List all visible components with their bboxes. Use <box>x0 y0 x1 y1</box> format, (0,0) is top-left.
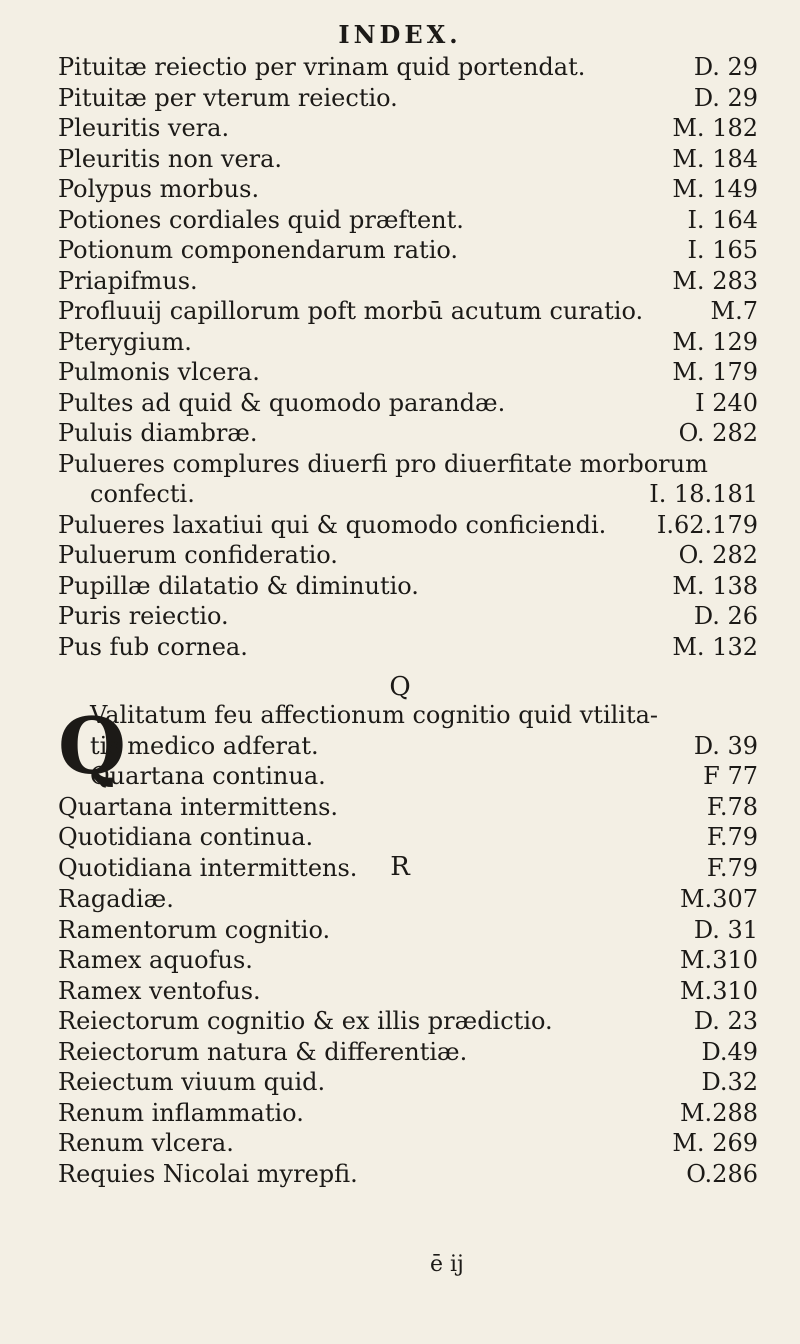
entry-term: Pulueres laxatiui qui & quomodo conficiendi. <box>58 510 607 539</box>
entry-term: Quotidiana continua. <box>58 823 314 851</box>
entry-reference: M. 129 <box>672 327 758 356</box>
index-entry <box>58 235 758 266</box>
index-entry <box>58 83 758 114</box>
index-entry <box>58 1006 758 1037</box>
entry-term: Renum vlcera. <box>58 1129 234 1157</box>
entry-term: Ramex ventofus. <box>58 976 261 1005</box>
index-entry <box>58 884 758 915</box>
index-entry <box>58 266 758 297</box>
index-entry <box>58 479 758 510</box>
index-entry <box>58 540 758 571</box>
entry-reference: I. 18.181 <box>649 480 758 508</box>
entry-reference: D. 31 <box>693 915 758 944</box>
entry-reference: M.7 <box>710 297 758 325</box>
entry-reference: O. 282 <box>678 419 758 447</box>
entry-term: Pulmonis vlcera. <box>58 358 260 386</box>
entry-term: Ragadiæ. <box>58 885 174 913</box>
entry-term: Renum inflammatio. <box>58 1098 304 1127</box>
entry-term: Ramentorum cognitio. <box>58 915 331 944</box>
index-entry <box>58 792 758 823</box>
entry-reference: M. 184 <box>672 144 758 173</box>
signature-mark: ē ij <box>430 1252 464 1277</box>
index-entry <box>58 601 758 632</box>
index-entry <box>58 915 758 946</box>
index-entry <box>58 761 758 792</box>
section-letter-r: R <box>390 852 410 882</box>
entry-term: Pleuritis vera. <box>58 114 230 142</box>
entry-term: Reiectum viuum quid. <box>58 1068 326 1096</box>
entry-reference: I. 164 <box>687 205 758 234</box>
index-entry <box>58 449 758 480</box>
index-entry <box>58 388 758 419</box>
index-entry <box>58 1037 758 1068</box>
section-p-entries <box>58 52 758 662</box>
entry-reference: M.310 <box>679 976 758 1005</box>
index-entry <box>58 822 758 853</box>
entry-term: Priapifmus. <box>58 266 198 295</box>
entry-reference: M. 269 <box>672 1129 758 1157</box>
entry-term: Polypus morbus. <box>58 175 260 203</box>
entry-reference: M.288 <box>679 1098 758 1127</box>
entry-term: Pulueres complures diuerfi pro diuerfitate morborum <box>58 449 708 478</box>
entry-reference: F.79 <box>706 823 758 851</box>
entry-reference: F.78 <box>706 792 758 821</box>
entry-term: Ramex aquofus. <box>58 946 253 974</box>
entry-term: Reiectorum natura & differentiæ. <box>58 1037 468 1066</box>
section-r-entries <box>58 884 758 1189</box>
index-entry <box>58 296 758 327</box>
entry-reference: O.286 <box>686 1159 758 1188</box>
entry-reference: D. 29 <box>693 53 758 81</box>
running-head: INDEX. <box>338 20 462 49</box>
entry-term: Valitatum feu affectionum cognitio quid vtilita- <box>90 701 659 729</box>
entry-reference: M. 182 <box>672 114 758 142</box>
entry-reference: M.310 <box>679 946 758 974</box>
entry-term: Quotidiana intermittens. <box>58 853 358 882</box>
entry-reference: D.32 <box>701 1068 758 1096</box>
entry-reference: M. 138 <box>672 571 758 600</box>
entry-reference: D.49 <box>701 1037 758 1066</box>
entry-reference: M. 179 <box>672 358 758 386</box>
drop-cap-q: Q <box>58 701 126 792</box>
index-entry <box>58 945 758 976</box>
entry-term: confecti. <box>90 480 195 508</box>
entry-term: Puris reiectio. <box>58 602 229 630</box>
entry-reference: M. 149 <box>672 175 758 203</box>
index-entry <box>58 510 758 541</box>
entry-term: Reiectorum cognitio & ex illis prædictio. <box>58 1007 553 1035</box>
entry-term: Pupillæ dilatatio & diminutio. <box>58 571 419 600</box>
index-entry <box>58 205 758 236</box>
entry-reference: M.307 <box>679 885 758 913</box>
entry-reference: O. 282 <box>678 541 758 569</box>
section-letter-q: Q <box>389 672 411 702</box>
index-entry <box>58 700 758 731</box>
entry-term: Profluuij capillorum poft morbū acutum curatio. <box>58 297 644 325</box>
index-entry <box>58 1159 758 1190</box>
entry-term: Requies Nicolai myrepfi. <box>58 1159 358 1188</box>
index-entry <box>58 632 758 663</box>
entry-term: Puluerum confideratio. <box>58 541 338 569</box>
entry-term: Puluis diambræ. <box>58 419 258 447</box>
index-entry <box>58 1098 758 1129</box>
entry-reference: D. 26 <box>693 602 758 630</box>
entry-reference: M. 283 <box>672 266 758 295</box>
entry-reference: I. 165 <box>687 236 758 264</box>
index-entry <box>58 1128 758 1159</box>
index-entry <box>58 174 758 205</box>
index-entry <box>58 144 758 175</box>
entry-term: Quartana intermittens. <box>58 792 339 821</box>
index-entry <box>58 327 758 358</box>
entry-term: Pterygium. <box>58 327 192 356</box>
entry-reference: I 240 <box>695 388 758 417</box>
entry-term: Potiones cordiales quid præftent. <box>58 205 464 234</box>
entry-term: Pultes ad quid & quomodo parandæ. <box>58 388 506 417</box>
entry-term: Pituitæ reiectio per vrinam quid portendat. <box>58 53 586 81</box>
entry-reference: F 77 <box>703 762 758 790</box>
entry-reference: I.62.179 <box>656 510 758 539</box>
entry-reference: M. 132 <box>672 632 758 661</box>
entry-reference: F.79 <box>706 853 758 882</box>
entry-term: tis medico adferat. <box>90 731 319 760</box>
entry-term: Pituitæ per vterum reiectio. <box>58 83 398 112</box>
entry-reference: D. 23 <box>693 1007 758 1035</box>
index-entry <box>58 52 758 83</box>
entry-reference: D. 39 <box>693 731 758 760</box>
entry-term: Pus fub cornea. <box>58 632 248 661</box>
index-entry <box>58 1067 758 1098</box>
entry-term: Potionum componendarum ratio. <box>58 236 459 264</box>
entry-term: Quartana continua. <box>90 762 326 790</box>
index-entry <box>58 571 758 602</box>
index-entry <box>58 113 758 144</box>
entry-term: Pleuritis non vera. <box>58 144 283 173</box>
index-entry <box>58 731 758 762</box>
index-entry <box>58 357 758 388</box>
index-entry <box>58 976 758 1007</box>
entry-reference: D. 29 <box>693 83 758 112</box>
index-entry <box>58 418 758 449</box>
